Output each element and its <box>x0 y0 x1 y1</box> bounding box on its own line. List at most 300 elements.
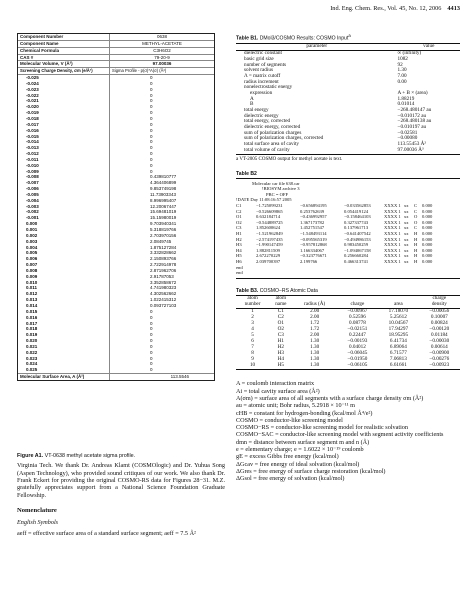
table-b3-cell: C3 <box>277 331 284 338</box>
charge-density-cell: 0.021 <box>18 344 110 350</box>
table-b2-label: Table B2 <box>236 170 257 177</box>
car-field: −0.095565319 <box>300 236 327 242</box>
charge-density-cell: -0.011 <box>18 157 110 163</box>
table-b1-label: Table B1. <box>236 35 259 42</box>
running-head <box>330 5 460 12</box>
car-field: H <box>414 236 418 242</box>
charge-density-cell: -0.004 <box>18 198 110 204</box>
table-b3-cell: 10 <box>236 363 269 370</box>
car-field: 0.000 <box>422 247 433 253</box>
definition-entry: au = atomic unit; Bohr radius, 5.2918 × 10⁻¹¹ m <box>236 402 355 410</box>
charge-density-cell: 0.019 <box>18 332 110 338</box>
sigma-profile-cell: 0 <box>150 156 153 162</box>
car-field: H1 <box>236 231 242 236</box>
car-field: XXXX 1 <box>384 258 401 264</box>
charge-density-cell: 0.017 <box>18 321 110 327</box>
car-field: XXXX 1 <box>384 253 401 259</box>
sigma-profile-cell: 0 <box>150 145 153 151</box>
table-b3-cell: −0.06105 <box>337 363 378 370</box>
car-field: 1.166334067 <box>300 247 325 253</box>
charge-density-cell: -0.021 <box>18 98 110 104</box>
sigma-profile-cell: 0 <box>150 162 153 168</box>
charge-density-cell: 0.007 <box>18 262 110 268</box>
table-b3-cell: −0.00923 <box>419 363 460 370</box>
table-b3-col-head <box>337 295 378 309</box>
car-field: 0.253762639 <box>300 208 325 214</box>
car-field: C <box>414 208 418 214</box>
sigma-profile-cell: 0 <box>150 139 153 145</box>
figure-caption-text: VT-0638 methyl acetate sigma profile. <box>44 453 136 459</box>
definition-entry: cHB = constant for hydrogen-bonding (kcal/mol Å⁴/e²) <box>236 409 373 417</box>
sigma-header-value: C3H6O2 <box>153 47 171 53</box>
car-field: 0.000 <box>422 225 433 231</box>
sigma-header-value: 79-20-9 <box>154 54 170 60</box>
table-b3-cell: 6.61661 <box>378 363 419 370</box>
figure-label: Figure A1. <box>17 453 44 459</box>
table-b3-cell: H2 <box>277 343 284 350</box>
sigma-header-value: 0638 <box>156 34 167 39</box>
table-b3-cell: 7 <box>251 343 254 350</box>
charge-density-cell: 0.024 <box>18 361 110 367</box>
car-field: xx <box>404 219 409 225</box>
car-field: 2.672270229 <box>256 253 281 259</box>
table-b3-grid <box>236 295 460 371</box>
sigma-header-label: Chemical Formula <box>18 48 110 54</box>
car-field: 0.000 <box>422 219 433 225</box>
car-field: −1.548493114 <box>300 231 327 236</box>
figure-caption <box>17 453 225 460</box>
charge-density-cell: 0.005 <box>18 250 110 256</box>
table-b3-cell: 6.89064 <box>389 343 407 350</box>
car-field: C <box>414 203 418 209</box>
parameter-cell: dielectric constant <box>244 50 282 57</box>
parameter-cell: dielectric energy, corrected <box>244 123 301 130</box>
sigma-header-row <box>18 41 214 48</box>
table-b3-cell: −0.00193 <box>347 337 368 344</box>
car-field: XXXX 1 <box>384 236 401 242</box>
car-field: 0.054419124 <box>344 208 369 214</box>
charge-density-cell: 0.016 <box>18 315 110 321</box>
charge-density-cell: 0.015 <box>18 309 110 315</box>
car-field: H2 <box>236 236 242 242</box>
car-field: −2.574197435 <box>256 236 283 242</box>
sigma-profile-cell: 0 <box>150 320 153 326</box>
car-field: 1.367173782 <box>300 219 325 225</box>
sigma-header-value: 97.00036 <box>152 61 172 67</box>
sigma-profile-cell: 0 <box>150 326 153 332</box>
table-b3-cell: 0.04012 <box>348 343 366 350</box>
car-field: −0.033562853 <box>344 203 371 209</box>
table-b1-col-parameter: parameter <box>236 43 398 51</box>
table-b3-cell: 1.30 <box>310 349 320 356</box>
car-field: 0.327337743 <box>344 219 369 225</box>
journal-citation: Ind. Eng. Chem. Res., Vol. 45, No. 12, 2006 <box>330 5 442 12</box>
car-field: 0.000 <box>422 242 433 248</box>
table-b3-cell: 1.72 <box>310 326 320 333</box>
charge-density-cell: -0.025 <box>18 75 110 81</box>
car-field: 1.852600624 <box>256 225 281 231</box>
car-field: −1.990147459 <box>256 242 283 248</box>
sigma-profile-cell: 0 <box>150 151 153 157</box>
value-cell: ∞ (infinity) <box>397 50 422 57</box>
table-b3-cell: −0.00276 <box>429 355 450 362</box>
parameter-cell: Λ = matrix cutoff <box>244 72 281 79</box>
table-b3-cell: 1.30 <box>310 355 320 362</box>
car-field: xx <box>404 208 409 214</box>
parameter-cell: total energy, corrected <box>244 118 291 125</box>
charge-density-cell: 0.014 <box>18 303 110 309</box>
car-atom-line <box>236 259 460 265</box>
charge-density-cell: -0.008 <box>18 174 110 180</box>
car-field: 2.199766 <box>300 258 318 264</box>
car-field: XXXX 1 <box>384 225 401 231</box>
charge-density-cell: 0.010 <box>18 280 110 286</box>
sigma-profile-cell: 0 <box>150 110 153 116</box>
table-b3-cell: 6.41734 <box>389 337 407 344</box>
car-field: H4 <box>236 247 242 253</box>
table-b3-cell: −0.00030 <box>429 337 450 344</box>
charge-density-cell: -0.023 <box>18 87 110 93</box>
car-field: 0.000 <box>422 208 433 214</box>
table-b3-cell: 1.30 <box>293 363 337 370</box>
car-field: −0.323776671 <box>300 253 327 259</box>
car-header-line: Molecular car file 638.car <box>252 180 300 186</box>
car-field: xx <box>404 258 409 264</box>
table-b3-col-head-text: charge <box>350 301 365 308</box>
table-b1-grid <box>236 43 460 155</box>
table-b3-col-head <box>419 295 460 309</box>
car-field: O2 <box>236 219 242 225</box>
table-b3-cell: 0.00824 <box>430 320 448 327</box>
table-b1-title <box>236 33 460 42</box>
parameter-cell: dielectric energy <box>244 112 279 119</box>
charge-density-cell: 0.023 <box>18 356 110 362</box>
car-field: 0.000 <box>422 231 433 236</box>
car-field: C <box>414 225 418 231</box>
car-field: H <box>414 253 418 259</box>
car-field: 0.000 <box>422 236 433 242</box>
value-cell: 97.00036 Å³ <box>398 148 460 155</box>
table-b3-cell: 2.00 <box>310 314 320 321</box>
definition-entry: COSMO−RS = conductor-like screening model for realistic solvation <box>236 424 408 432</box>
parameter-cell: sum of polarization charges <box>244 129 302 136</box>
car-field: H <box>414 247 418 253</box>
definition-entry: gE = excess Gibbs free energy (kcal/mol) <box>236 453 339 461</box>
table-b3-cell: 7.06813 <box>389 355 407 362</box>
charge-density-cell: 0.020 <box>18 338 110 344</box>
car-field: 0.000 <box>422 203 433 209</box>
sigma-profile-cell: 4.302562662 <box>150 291 177 297</box>
charge-density-cell: 0.012 <box>18 291 110 297</box>
sigma-profile-cell: 0 <box>150 104 153 110</box>
sigma-profile-cell: 9.853749198 <box>150 186 177 192</box>
table-b3-cell: −0.00056 <box>429 308 450 315</box>
car-field: 0.000 <box>422 214 433 220</box>
sigma-profile-cell: 0.093727103 <box>150 302 177 308</box>
car-field: XXXX 1 <box>384 231 401 236</box>
charge-density-cell: 0.002 <box>18 233 110 239</box>
table-b3-cell: 9 <box>251 355 254 362</box>
charge-density-cell: -0.001 <box>18 215 110 221</box>
table-b3-cell: 18.95295 <box>388 331 409 338</box>
sigma-profile-cell: 0.439810777 <box>150 174 177 180</box>
parameter-cell: expression <box>250 89 273 96</box>
table-b3-cell: 2 <box>251 314 254 321</box>
sigma-column-head-profile: Sigma Profile - p(σ)*A(σ) (Å²) <box>112 68 167 74</box>
table-b3-cell: 4 <box>251 326 254 333</box>
sigma-profile-cell: 0 <box>150 349 153 355</box>
car-field: xx <box>404 231 409 236</box>
car-field: 0.000 <box>422 253 433 259</box>
charge-density-cell: 0.003 <box>18 239 110 245</box>
charge-density-cell: 0.022 <box>18 350 110 356</box>
car-header-line: PBC = OFF <box>266 191 288 197</box>
sigma-header-value: METHYL-ACETATE <box>142 40 182 46</box>
table-b3-cell: 3 <box>251 320 254 327</box>
sigma-profile-cell: 0 <box>150 355 153 361</box>
sigma-profile-cell: 0 <box>150 168 153 174</box>
sigma-profile-cell: 9.703940341 <box>150 221 177 227</box>
definition-entry: COSMO−SAC = conductor-like screening model with segment activity coefficients <box>236 431 444 439</box>
sigma-profile-cell: 1.875127284 <box>150 244 177 250</box>
car-field: −0.656894195 <box>300 203 327 209</box>
car-field: O1 <box>236 214 242 220</box>
sigma-profile-cell: 0 <box>150 367 153 373</box>
charge-density-cell: -0.010 <box>18 163 110 169</box>
sigma-profile-cell: 2.150893766 <box>150 256 177 262</box>
car-field: H <box>414 242 418 248</box>
table-b3-cell: 2.00 <box>310 331 320 338</box>
parameter-cell: solvent radius <box>244 67 273 74</box>
sigma-profile-cell: 2.91787053 <box>150 273 174 279</box>
car-field: H <box>414 258 418 264</box>
sigma-profile-cell: 0 <box>150 75 153 81</box>
sigma-profile-cell: 0 <box>150 338 153 344</box>
parameter-cell: B <box>250 101 254 108</box>
table-b3-cell: 6 <box>251 337 254 344</box>
sigma-profile-cell: 2.703970156 <box>150 232 177 238</box>
sigma-profile-cell: 0 <box>150 86 153 92</box>
table-b3-cell: H4 <box>277 355 284 362</box>
charge-density-cell: -0.017 <box>18 122 110 128</box>
sigma-profile-cell: 0 <box>150 98 153 104</box>
table-b3-title <box>236 288 460 294</box>
sigma-profile-cell: 3.352858672 <box>150 279 177 285</box>
definition-entry: COSMO = conductor-like screening model <box>236 416 343 424</box>
definition-entry: ΔGcav = free energy of ideal solvation (kcal/mol) <box>236 460 360 468</box>
table-b3-cell: H3 <box>277 349 284 356</box>
value-cell: 0.00 <box>397 78 407 85</box>
value-cell: 1.88219 <box>397 95 415 102</box>
parameter-cell: total surface area of cavity <box>244 140 300 147</box>
table-b1 <box>236 33 460 162</box>
sigma-profile-cell: 2.0849745 <box>150 238 172 244</box>
car-header-line: !BIOSYM archive 3 <box>262 186 300 192</box>
definition-entry: ΔGsol = free energy of solvation (kcal/mol) <box>236 475 345 483</box>
sigma-profile-cell: 0 <box>150 133 153 139</box>
table-b3-cell: 17.18070 <box>388 308 409 315</box>
table-b3-col-head-text: area <box>394 301 403 308</box>
parameter-cell: radius increment <box>244 78 279 85</box>
table-b3-col-head-text: number <box>244 301 261 308</box>
table-b3-cell: 8 <box>251 349 254 356</box>
car-field: 0.000 <box>422 258 433 264</box>
car-field: H <box>414 231 418 236</box>
sigma-header-label: Molecular Volume, V (Å³) <box>18 61 110 67</box>
table-b3-col-head-text: atom <box>275 295 286 302</box>
table-b3-cell: H5 <box>269 363 292 370</box>
sigma-profile-cell: 3.332828662 <box>150 250 177 256</box>
car-field: 0.466313741 <box>344 258 369 264</box>
value-cell: A + B × (area) <box>397 89 428 96</box>
parameter-cell: nonelectrostatic energy <box>244 84 293 91</box>
value-cell: −268.480147 au <box>397 106 432 113</box>
charge-density-cell: -0.022 <box>18 93 110 99</box>
sigma-column-head-charge: Screening Charge Density, σm (e/Å²) <box>18 68 110 74</box>
surface-area-label: Molecular Surface Area, A (Å²) <box>18 374 110 380</box>
table-b3-cell: −0.01950 <box>347 355 368 362</box>
sigma-profile-cell: 12.20067447 <box>150 203 177 209</box>
charge-density-cell: -0.024 <box>18 81 110 87</box>
value-cell: −268.480138 au <box>397 118 432 125</box>
table-b3-cell: 0.22447 <box>348 331 366 338</box>
sigma-profile-table <box>17 33 215 381</box>
car-field: 0.632184714 <box>256 214 281 220</box>
car-end-line: end <box>236 270 243 276</box>
charge-density-cell: -0.009 <box>18 169 110 175</box>
car-field: xx <box>404 242 409 248</box>
sigma-footer-row <box>18 373 214 380</box>
charge-density-cell: -0.013 <box>18 145 110 151</box>
car-field: −1.521962849 <box>256 231 283 236</box>
table-b3-cell: 1.72 <box>310 320 320 327</box>
table-b3-cell: 6.71577 <box>389 349 407 356</box>
car-field: −0.544889725 <box>256 219 283 225</box>
sigma-profile-cell: 0 <box>150 343 153 349</box>
table-b3-cell: H1 <box>277 337 284 344</box>
sigma-profile-cell: 4.364406899 <box>150 180 177 186</box>
charge-density-cell: -0.016 <box>18 128 110 134</box>
table-b1-note: a VT-2005 COSMO output for methyl acetate is text. <box>236 156 343 162</box>
car-field: C3 <box>236 225 242 231</box>
definition-entry: A(σm) = surface area of all segments with a surface charge density σm (Å²) <box>236 395 424 402</box>
value-cell: −0.02581 <box>397 129 418 136</box>
surface-area-value: 113.5546 <box>170 374 189 380</box>
car-field: H3 <box>236 242 242 248</box>
car-field: −1.094067158 <box>344 247 371 253</box>
sigma-header-label: Component Number <box>18 34 110 40</box>
table-b3-col-head-text: radius (Å) <box>304 301 326 308</box>
sigma-profile-cell: 4.741980323 <box>150 285 177 291</box>
definition-entry: A = coulomb interaction matrix <box>236 380 315 388</box>
definition-entry: dmn = distance between surface segment m and n (Å) <box>236 438 370 446</box>
sigma-profile-cell: 0 <box>150 314 153 320</box>
table-b3-cell: 1.30 <box>310 343 320 350</box>
table-b3-cell: 0.08778 <box>348 320 366 327</box>
sigma-header-label: CAS # <box>18 55 110 61</box>
sigma-profile-cell: 0 <box>150 121 153 127</box>
right-column <box>236 33 460 483</box>
charge-density-cell: -0.015 <box>18 134 110 140</box>
charge-density-cell: -0.018 <box>18 116 110 122</box>
sigma-profile-cell: 15.15980019 <box>150 215 177 221</box>
table-b3-cell: 17.94297 <box>388 326 409 333</box>
sigma-profile-cell: 11.73903343 <box>150 191 176 197</box>
parameter-cell: A <box>250 95 254 102</box>
charge-density-cell: -0.012 <box>18 151 110 157</box>
charge-density-cell: 0.000 <box>18 221 110 227</box>
charge-density-cell: -0.007 <box>18 180 110 186</box>
car-field: −0.494986153 <box>344 236 371 242</box>
sigma-profile-cell: 2.722914978 <box>150 262 177 268</box>
table-b1-col-value: value <box>398 43 460 51</box>
car-field: C1 <box>236 203 242 209</box>
table-b3-cell: C2 <box>277 314 284 321</box>
table-b3-cell: 1.30 <box>310 337 320 344</box>
value-cell: 0.01014 <box>397 101 415 108</box>
car-end-line: end <box>236 264 243 270</box>
car-field: −0.957812868 <box>300 242 327 248</box>
sigma-header-label: Component Name <box>18 41 110 47</box>
value-cell: −0.010172 au <box>397 112 427 119</box>
sigma-profile-cell: 5.318819766 <box>150 227 177 232</box>
table-b3-col-head-text: charge <box>432 295 447 302</box>
parameter-cell: basic grid size <box>244 56 274 62</box>
table-b2 <box>236 171 460 279</box>
definition-entry: ΔGres = free energy of surface charge restoration (kcal/mol) <box>236 467 386 475</box>
table-b3-cell: −0.00967 <box>347 308 368 315</box>
value-cell: 1082 <box>397 56 408 62</box>
sigma-profile-cell: 0 <box>150 80 153 86</box>
charge-density-cell: 0.018 <box>18 326 110 332</box>
table-b3-cell: O1 <box>277 320 284 327</box>
charge-density-cell: 0.008 <box>18 268 110 274</box>
sigma-profile-cell: 0 <box>150 308 153 314</box>
table-b3-cell: −0.00120 <box>429 326 450 333</box>
sigma-profile-cell: 0 <box>150 115 153 121</box>
sigma-column-header <box>18 68 214 75</box>
parameter-cell: sum of polarization charges, corrected <box>244 135 324 142</box>
charge-density-cell: -0.006 <box>18 186 110 192</box>
charge-density-cell: 0.006 <box>18 256 110 262</box>
charge-density-cell: 0.025 <box>18 367 110 373</box>
table-b3-cell: 5.25612 <box>389 314 407 321</box>
charge-density-cell: 0.001 <box>18 227 110 233</box>
charge-density-cell: 0.004 <box>18 245 110 251</box>
table-b3-label: Table B3. <box>236 287 259 294</box>
car-field: −1.725099231 <box>256 203 283 209</box>
acknowledgment-paragraph: Virginia Tech. We thank Dr. Andreas Klamt (COSMOlogic) and Dr. Yuhua Song (Aspen Technology), who provided sound critiques of our work. We also thank Dr. Frank Eckert for providing the original COSMO-RS data for Figures 28−31. M.Z. gratefully appreciates support from a National Science Foundation Graduate Fellowship. <box>17 462 225 499</box>
sigma-profile-cell: 15.69481019 <box>150 209 177 215</box>
table-b2-body <box>236 178 460 279</box>
table-b3-cell: −0.00900 <box>429 349 450 356</box>
definition-entry: e = elementary charge; e = 1.6022 × 10⁻¹⁹ coulomb <box>236 446 364 454</box>
definition-entry: Ai = total cavity surface area (Å²) <box>236 387 320 395</box>
charge-density-cell: 0.013 <box>18 297 110 303</box>
car-field: xx <box>404 247 409 253</box>
nomenclature-title: Nomenclature <box>17 507 57 515</box>
car-field: XXXX 1 <box>384 208 401 214</box>
car-field: H5 <box>236 253 242 259</box>
car-field: −0.158464103 <box>344 214 371 220</box>
table-b1-row <box>236 148 460 155</box>
table-b3-col-head <box>293 295 337 309</box>
charge-density-cell: 0.009 <box>18 274 110 280</box>
sigma-profile-cell: 0 <box>150 127 153 133</box>
car-field: xx <box>404 236 409 242</box>
table-b3-cell: 2.00 <box>310 308 320 315</box>
value-cell: −0.010197 au <box>397 123 427 130</box>
